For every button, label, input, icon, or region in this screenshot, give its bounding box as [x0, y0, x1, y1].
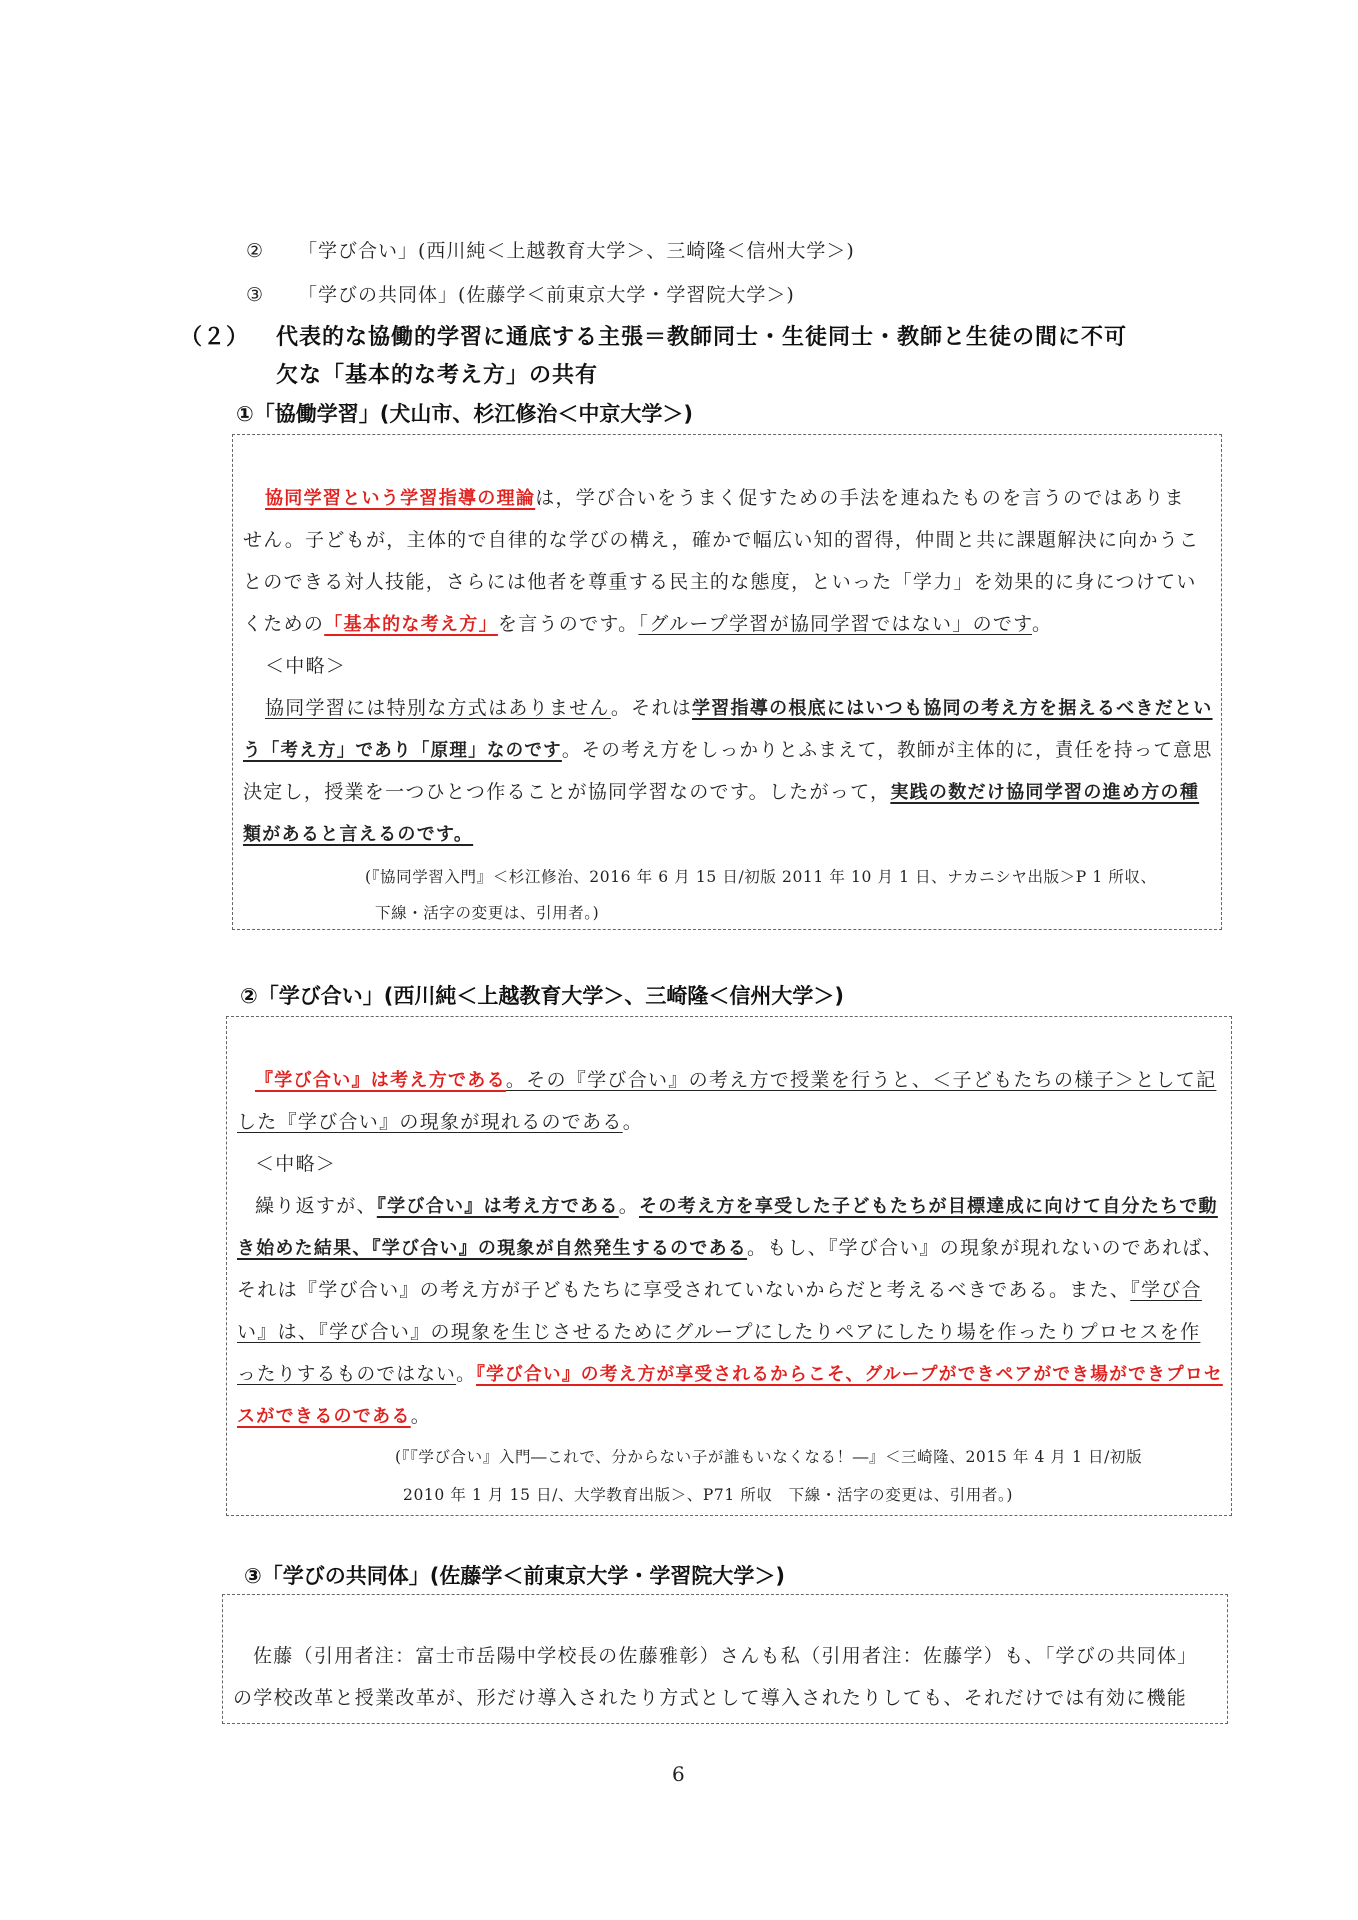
quote2-omission: ＜中略＞ [255, 1153, 337, 1175]
quote2-line4: 繰り返すが、『学び合い』は考え方である。その考え方を享受した子どもたちが目標達成に向けて自分たちで動 [255, 1195, 1218, 1217]
list-text: 「学びの共同体」(佐藤学＜前東京大学・学習院大学＞) [298, 284, 795, 306]
quote2-heading: ②「学び合い」(西川純＜上越教育大学＞、三崎隆＜信州大学＞) [240, 984, 844, 1008]
quote1-box [232, 434, 1222, 930]
quote2-box [226, 1016, 1232, 1516]
section-title-line1: 代表的な協働的学習に通底する主張＝教師同士・生徒同士・教師と生徒の間に不可 [276, 325, 1128, 350]
quote1-line3: とのできる対人技能，さらには他者を尊重する民主的な態度，といった「学力」を効果的に身につけてい [243, 571, 1197, 593]
quote2-line5: き始めた結果、『学び合い』の現象が自然発生するのである。もし、『学び合い』の現象が現れないのであれば、 [237, 1237, 1223, 1259]
quote3-line2: の学校改革と授業改革が、形だけ導入されたり方式として導入されたりしても、それだけでは有効に機能 [233, 1687, 1188, 1709]
list-text: 「学び合い」(西川純＜上越教育大学＞、三崎隆＜信州大学＞) [298, 240, 855, 262]
page-number: 6 [672, 1762, 685, 1786]
quote1-line9: 類があると言えるのです。 [243, 824, 474, 845]
quote1-line2: せん。子どもが，主体的で自律的な学びの構え，確かで幅広い知的習得，仲間と共に課題解決に向かうこ [243, 529, 1200, 551]
list-item-3 [246, 280, 795, 307]
quote2-line8: ったりするものではない。『学び合い』の考え方が享受されるからこそ、グループができペアができ場ができプロセ [237, 1363, 1223, 1385]
quote3-box [222, 1594, 1228, 1724]
list-number: ③ [246, 284, 265, 306]
list-item-2 [246, 236, 855, 263]
section-title-line2: 欠な「基本的な考え方」の共有 [276, 363, 599, 388]
quote3-heading: ③「学びの共同体」(佐藤学＜前東京大学・学習院大学＞) [244, 1564, 785, 1588]
quote1-line6: 協同学習には特別な方式はありません。それは学習指導の根底にはいつも協同の考え方を据えるべきだとい [265, 697, 1213, 719]
quote2-citation-line1: (『『学び合い』入門―これで、分からない子が誰もいなくなる！―』＜三崎隆、2015 年 4 月 1 日/初版 [395, 1448, 1143, 1466]
quote3-line1: 佐藤（引用者注：富士市岳陽中学校長の佐藤雅彰）さんも私（引用者注：佐藤学）も、「学びの共同体」 [253, 1645, 1198, 1667]
quote1-omission: ＜中略＞ [265, 655, 347, 677]
quote2-citation-line2: 2010 年 1 月 15 日/、大学教育出版＞、P71 所収 下線・活字の変更は、引用者。) [403, 1486, 1013, 1504]
quote1-line1: 協同学習という学習指導の理論は，学び合いをうまく促すための手法を連ねたものを言うのではありま [265, 487, 1185, 509]
quote1-citation-line2: 下線・活字の変更は、引用者。) [375, 904, 600, 922]
quote2-line6: それは『学び合い』の考え方が子どもたちに享受されていないからだと考えるべきである。また、『学び合 [237, 1279, 1202, 1301]
list-number: ② [246, 240, 265, 262]
quote1-line7: う「考え方」であり「原理」なのです。その考え方をしっかりとふまえて，教師が主体的に，責任を持って意思 [243, 739, 1213, 761]
quote1-line8: 決定し，授業を一つひとつ作ることが協同学習なのです。したがって，実践の数だけ協同学習の進め方の種 [243, 781, 1200, 803]
quote1-citation-line1: (『協同学習入門』＜杉江修治、2016 年 6 月 15 日/初版 2011 年 10 月 1 日、ナカニシヤ出版＞P 1 所収、 [365, 868, 1157, 886]
quote1-heading: ①「協働学習」(犬山市、杉江修治＜中京大学＞) [236, 402, 693, 426]
quote2-line9: スができるのである。 [237, 1405, 432, 1427]
quote1-line4: くための「基本的な考え方」を言うのです。「グループ学習が協同学習ではない」のです。 [243, 613, 1053, 635]
quote2-line2: した『学び合い』の現象が現れるのである。 [237, 1111, 644, 1133]
quote2-line1: 『学び合い』は考え方である。その『学び合い』の考え方で授業を行うと、＜子どもたちの様子＞として記 [255, 1069, 1217, 1091]
section-number: （２） [180, 325, 250, 350]
quote2-line7: い』は、『学び合い』の現象を生じさせるためにグループにしたりペアにしたり場を作ったりプロセスを作 [237, 1321, 1201, 1343]
